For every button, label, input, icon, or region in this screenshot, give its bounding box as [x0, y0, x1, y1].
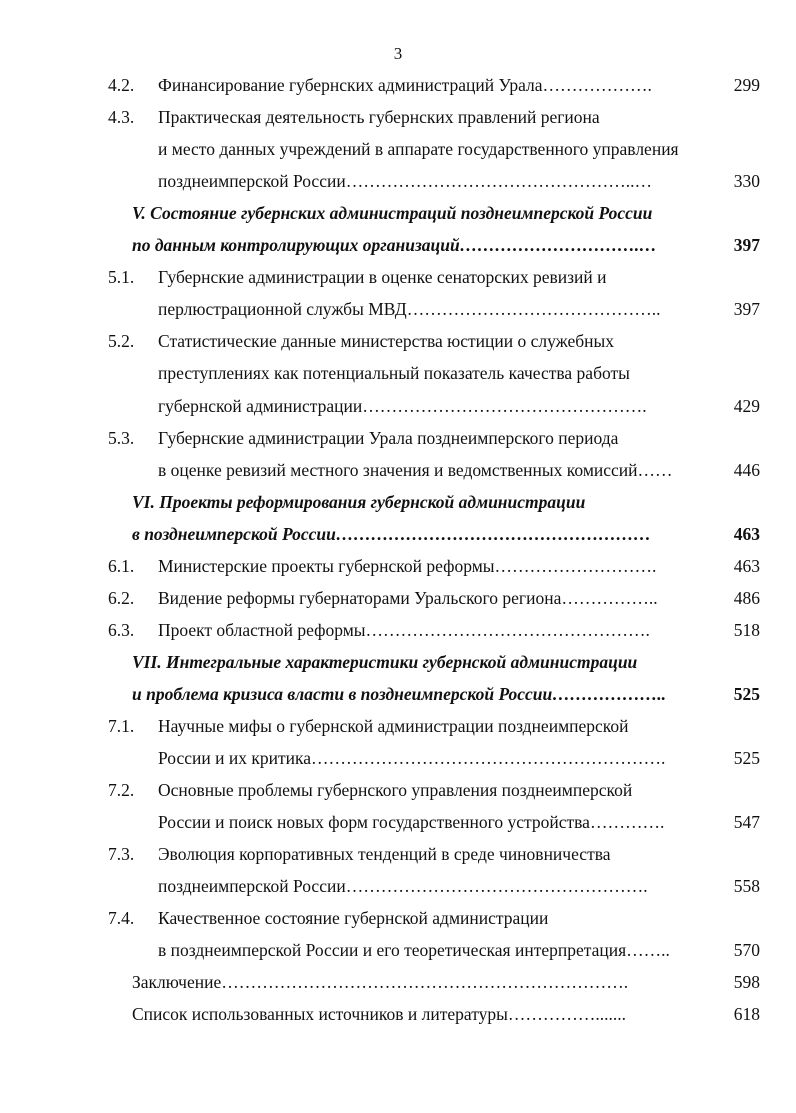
toc-line: [0, 522, 796, 546]
section-number: 7.2.: [108, 780, 135, 800]
toc-line: [0, 650, 796, 674]
section-number: 6.2.: [108, 588, 135, 608]
section-title-line: Основные проблемы губернского управления позднеимперской: [158, 780, 633, 800]
toc-line: [0, 778, 796, 802]
section-title-line: Министерские проекты губернской реформы……………………….: [158, 556, 657, 576]
section-title-line: позднеимперской России…………………………………………….: [158, 876, 648, 896]
section-title-line: России и их критика…………………………………………………….: [158, 748, 666, 768]
toc-line: [0, 137, 796, 161]
chapter-title-line: в позднеимперской России………………………………………………: [132, 524, 651, 544]
toc-line: [0, 970, 796, 994]
section-title-line: Видение реформы губернаторами Уральского региона……………..: [158, 588, 658, 608]
section-title-line: в позднеимперской России и его теоретическая интерпретация……..: [158, 940, 670, 960]
page-reference: 486: [733, 588, 760, 608]
page-reference: 618: [733, 1004, 760, 1024]
page-reference: 429: [733, 396, 760, 416]
chapter-title-line: по данным контролирующих организаций………………………….…: [132, 235, 657, 255]
page-reference: 525: [733, 748, 760, 768]
section-title-line: России и поиск новых форм государственного устройства………….: [158, 812, 665, 832]
toc-line: [0, 73, 796, 97]
section-number: 7.1.: [108, 716, 135, 736]
toc-line: [0, 810, 796, 834]
toc-line: [0, 874, 796, 898]
toc-line: [0, 682, 796, 706]
page-reference: 547: [733, 812, 760, 832]
section-number: 6.1.: [108, 556, 135, 576]
section-title-line: перлюстрационной службы МВД……………………………………..: [158, 299, 661, 319]
page-reference: 570: [733, 940, 760, 960]
section-number: 5.3.: [108, 428, 135, 448]
section-number: 7.4.: [108, 908, 135, 928]
section-title-line: Научные мифы о губернской администрации позднеимперской: [158, 716, 629, 736]
toc-line: [0, 490, 796, 514]
section-title-line: Проект областной реформы………………………………………….: [158, 620, 650, 640]
page-reference: 525: [733, 684, 760, 704]
section-title-line: Финансирование губернских администраций Урала……………….: [158, 75, 652, 95]
toc-line: [0, 201, 796, 225]
toc-line: [0, 105, 796, 129]
toc-line: [0, 265, 796, 289]
page-reference: 463: [733, 524, 760, 544]
section-number: 4.2.: [108, 75, 135, 95]
chapter-title-line: и проблема кризиса власти в позднеимперской России………………..: [132, 684, 667, 704]
section-number: 4.3.: [108, 107, 135, 127]
section-title-line: Эволюция корпоративных тенденций в среде чиновничества: [158, 844, 611, 864]
section-title-line: Практическая деятельность губернских правлений региона: [158, 107, 600, 127]
section-number: 5.2.: [108, 331, 135, 351]
toc-line: [0, 169, 796, 193]
section-title-line: Заключение…………………………………………………………….: [132, 972, 629, 992]
page-reference: 397: [733, 299, 760, 319]
page-reference: 463: [733, 556, 760, 576]
section-title-line: Качественное состояние губернской администрации: [158, 908, 549, 928]
section-title-line: Статистические данные министерства юстиции о служебных: [158, 331, 615, 351]
toc-line: [0, 361, 796, 385]
section-title-line: губернской администрации………………………………………….: [158, 396, 647, 416]
toc-line: [0, 714, 796, 738]
page-reference: 558: [733, 876, 760, 896]
toc-line: [0, 329, 796, 353]
toc-line: [0, 746, 796, 770]
toc-line: [0, 458, 796, 482]
section-title-line: Губернские администрации Урала позднеимперского периода: [158, 428, 619, 448]
section-number: 5.1.: [108, 267, 135, 287]
toc-line: [0, 1002, 796, 1026]
toc-line: [0, 394, 796, 418]
toc-line: [0, 906, 796, 930]
toc-line: [0, 426, 796, 450]
toc-line: [0, 554, 796, 578]
toc-line: [0, 297, 796, 321]
toc-line: [0, 586, 796, 610]
toc-line: [0, 842, 796, 866]
chapter-title-line: VII. Интегральные характеристики губернской администрации: [132, 652, 638, 672]
toc-line: [0, 233, 796, 257]
page-number: 3: [393, 44, 403, 63]
page-reference: 330: [733, 171, 760, 191]
chapter-title-line: V. Состояние губернских администраций позднеимперской России: [132, 203, 653, 223]
toc-line: [0, 938, 796, 962]
section-title-line: Губернские администрации в оценке сенаторских ревизий и: [158, 267, 607, 287]
toc-line: [0, 618, 796, 642]
page-reference: 518: [733, 620, 760, 640]
page-reference: 397: [733, 235, 760, 255]
section-title-line: преступлениях как потенциальный показатель качества работы: [158, 363, 630, 383]
section-title-line: и место данных учреждений в аппарате государственного управления: [158, 139, 679, 159]
section-number: 7.3.: [108, 844, 135, 864]
chapter-title-line: VI. Проекты реформирования губернской администрации: [132, 492, 586, 512]
section-title-line: позднеимперской России…………………………………………..…: [158, 171, 652, 191]
section-number: 6.3.: [108, 620, 135, 640]
page-reference: 598: [733, 972, 760, 992]
section-title-line: Список использованных источников и литературы…………….......: [132, 1004, 626, 1024]
page-reference: 299: [733, 75, 760, 95]
section-title-line: в оценке ревизий местного значения и ведомственных комиссий……: [158, 460, 673, 480]
page-reference: 446: [733, 460, 760, 480]
